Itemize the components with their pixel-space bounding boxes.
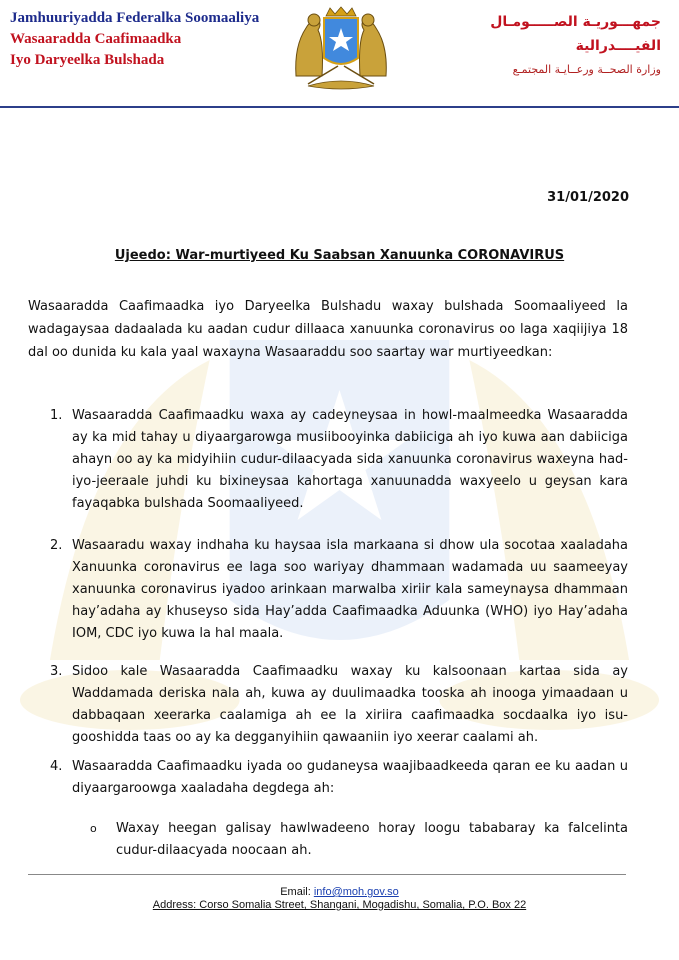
email-label: Email:	[280, 886, 311, 898]
list-item-text: Wasaaradda Caafimaadku waxa ay cadeyneysaa in howl-maalmeedka Wasaaradda ay ka mid tahay u diyaargarowga musiibooyinka dabiiciga ah iyo kuwa aan dabiiciga ahayn oo ay ka midyihiin cudur-dilaacyada sida xanuunka coronavirus waxeyna had-iyo-jeeraale juhdi ku bixineysaa kahortaga xanuunadda waxyeelo u geysan kara fayaqabka bulshada Soomaaliyeed.	[72, 408, 628, 511]
footer-divider	[28, 874, 626, 875]
list-item-number: 1.	[50, 408, 63, 423]
somalia-coat-of-arms-icon	[288, 6, 394, 92]
header-divider	[0, 106, 679, 108]
header-right-block	[411, 10, 661, 80]
country-name-arabic: جمهـــوريـة الصـــــومـال الفيــــدرالية	[490, 14, 661, 54]
country-name: Jamhuuriyadda Federalka Soomaaliya	[10, 10, 260, 26]
list-item-number: 3.	[50, 664, 63, 679]
ministry-name-arabic: وزارة الصحــة ورعــايـة المجتمـع	[512, 63, 661, 76]
bullet-circle-icon: o	[90, 822, 97, 835]
letter-subject: Ujeedo: War-murtiyeed Ku Saabsan Xanuunka CORONAVIRUS	[114, 248, 565, 263]
list-item-number: 4.	[50, 759, 63, 774]
postal-address: Address: Corso Somalia Street, Shangani, Mogadishu, Somalia, P.O. Box 22	[152, 899, 527, 911]
letter-date: 31/01/2020	[547, 190, 629, 205]
list-item-number: 2.	[50, 538, 63, 553]
intro-paragraph: Wasaaradda Caafimaadka iyo Daryeelka Bulshadu waxay bulshada Soomaaliyeed la wadagaysaa dadaalada ku aadan cudur dillaaca xanuunka coronavirus oo laga xaqiijiya 18 dal oo dunida ku kala yaal waxayna Wasaaraddu soo saartay war murtiyeedkan:	[28, 299, 628, 360]
ministry-name-line1: Wasaaradda Caafimaadka	[10, 31, 182, 47]
ministry-name-line2: Iyo Daryeelka Bulshada	[10, 52, 165, 68]
footer-address-line	[0, 899, 679, 911]
email-link[interactable]: info@moh.gov.so	[313, 886, 399, 898]
footer-email-line	[0, 886, 679, 898]
header-left-block	[10, 8, 300, 71]
list-item-text: Sidoo kale Wasaaradda Caafimaadku waxay ku kalsoonaan kartaa sida ay Waddamada deriska nala ah, kuwa ay duulimaadka tooska ah inooga yimaadaan u dabbaqaan xeerarka caalamiga ah ee la xiriira caafimaadka socdaalka iyo isu-gooshidda taas oo ay ka degganyihiin qawaaniin iyo xeerar caalami ah.	[72, 664, 628, 745]
sub-bullet-text: Waxay heegan galisay hawlwadeeno horay loogu tababaray ka falcelinta cudur-dilaacyada noocaan ah.	[116, 821, 628, 858]
list-item-text: Wasaaradu waxay indhaha ku haysaa isla markaana si dhow ula socotaa xaaladaha Xanuunka coronavirus ee laga soo wariyay dhammaan wadamada uu saameeyay xanuunka coronavirus iyadoo arinkaan marwalba xiriir kala sameynaysa dhammaan hay’adaha ay khuseyso sida Hay’adda Caafimaadka Aduunka (WHO) iyo Hay’adaha IOM, CDC iyo kuwa la hal maala.	[72, 538, 628, 641]
list-item-text: Wasaaradda Caafimaadku iyada oo gudaneysa waajibaadkeeda qaran ee ku aadan u diyaargaroowga xaaladaha degdega ah:	[72, 759, 628, 796]
